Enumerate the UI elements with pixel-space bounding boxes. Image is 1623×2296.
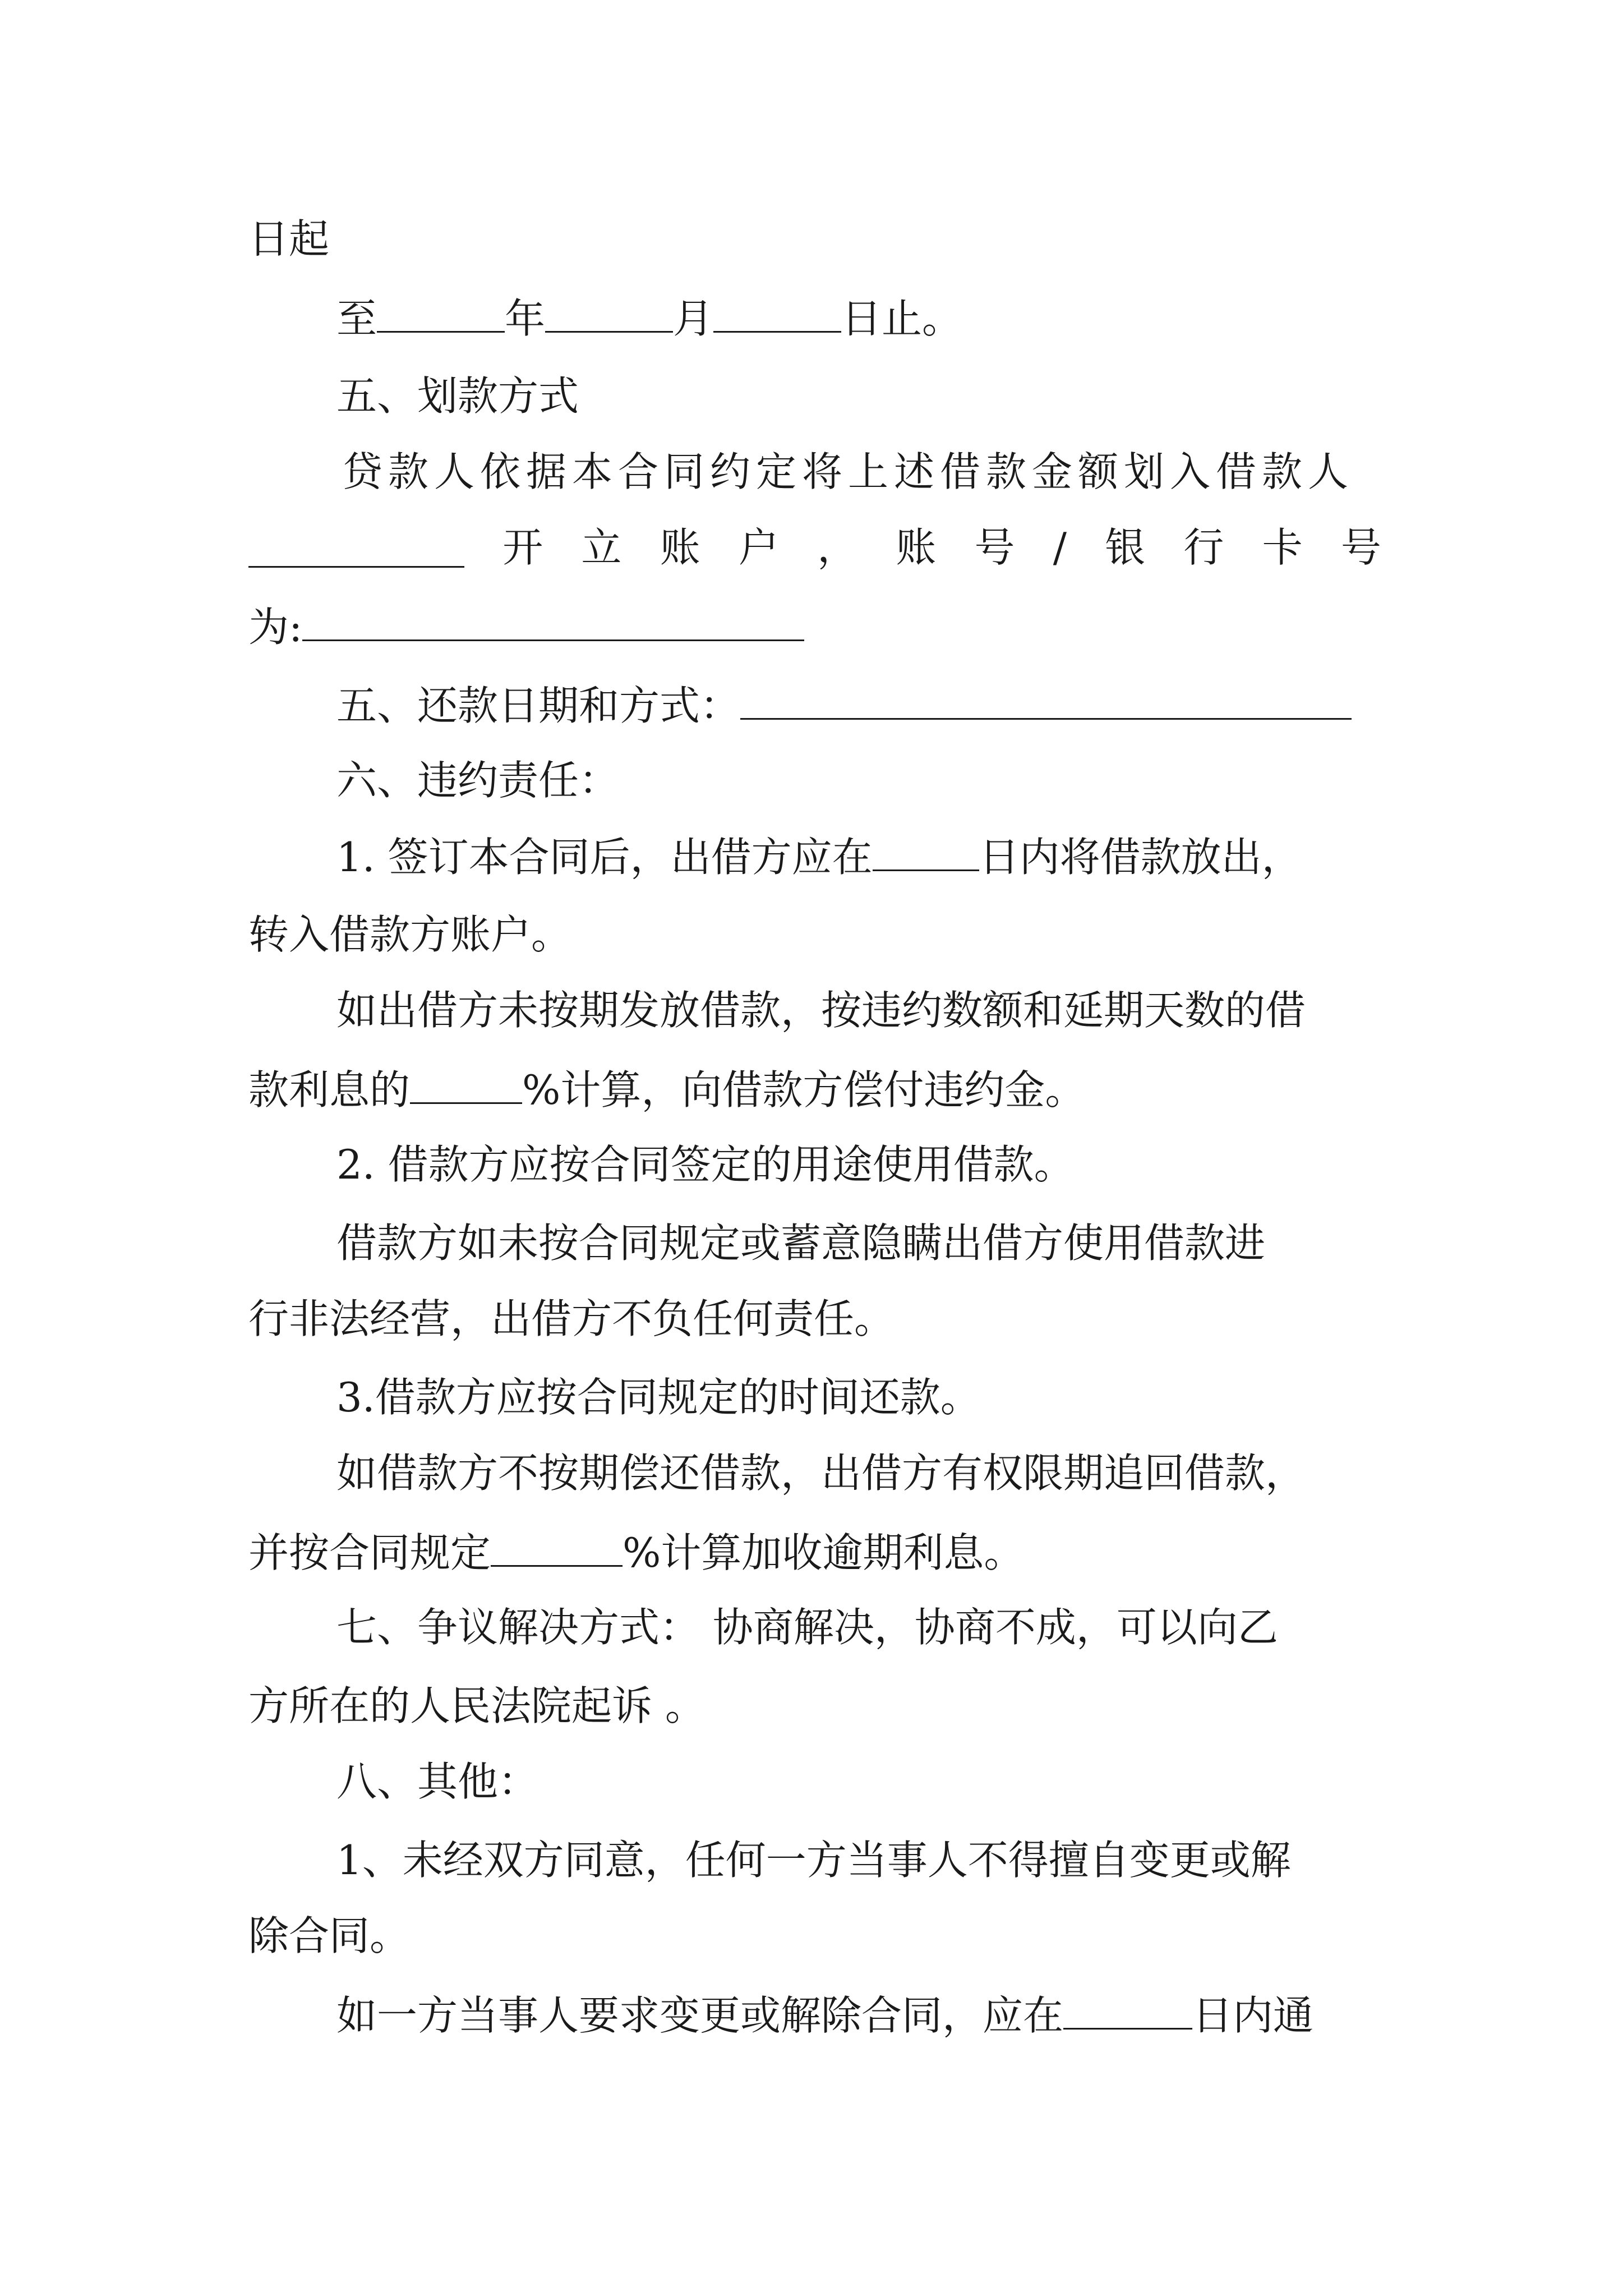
text-line xyxy=(248,911,572,958)
section-heading xyxy=(336,372,579,420)
text-line xyxy=(336,1450,1306,1497)
text: 月 xyxy=(673,295,714,342)
text: 五、还款日期和方式： xyxy=(336,682,741,729)
text-line xyxy=(248,1066,1086,1114)
text: 账 xyxy=(660,524,700,571)
blank-field xyxy=(873,836,979,871)
text: 立 xyxy=(581,524,622,571)
text: ， xyxy=(817,524,858,571)
text: 为: xyxy=(248,604,303,651)
blank-field xyxy=(377,297,505,333)
text: %计算加收逾期利息。 xyxy=(623,1529,1025,1576)
blank-field xyxy=(491,1531,623,1567)
text-line xyxy=(248,1682,706,1729)
text: 日止。 xyxy=(841,295,963,342)
text-line xyxy=(336,1220,1266,1267)
blank-field xyxy=(302,606,804,641)
blank-field xyxy=(740,684,1352,720)
text-line xyxy=(336,987,1306,1034)
text-line xyxy=(248,215,330,263)
text: 日起 xyxy=(248,215,330,263)
text: 五、划款方式 xyxy=(336,372,579,420)
text: 借款方如未按合同规定或蓄意隐瞒出借方使用借款进 xyxy=(336,1220,1266,1267)
text-line xyxy=(336,1992,1314,2039)
blank-field xyxy=(545,297,673,333)
text: 日内将借款放出， xyxy=(979,834,1302,881)
text: 号 xyxy=(1340,524,1381,571)
text: 银 xyxy=(1105,524,1146,571)
text: 行非法经营，出借方不负任何责任。 xyxy=(248,1295,895,1342)
text: 户 xyxy=(738,524,779,571)
text: 开 xyxy=(502,524,543,571)
text: 1. 签订本合同后，出借方应在 xyxy=(336,834,873,881)
text: 如一方当事人要求变更或解除合同，应在 xyxy=(336,1992,1064,2039)
text: 六、违约责任： xyxy=(336,757,620,804)
text: / xyxy=(1053,524,1067,571)
text: 款利息的 xyxy=(248,1066,411,1114)
date-range-line xyxy=(336,295,963,342)
text: 并按合同规定 xyxy=(248,1529,491,1576)
text-line xyxy=(248,1295,895,1342)
text: %计算，向借款方偿付违约金。 xyxy=(522,1066,1086,1114)
text: 年 xyxy=(505,295,546,342)
section-heading xyxy=(336,1604,1278,1651)
text: 2. 借款方应按合同签定的用途使用借款。 xyxy=(336,1141,1075,1188)
text: 3.借款方应按合同规定的时间还款。 xyxy=(336,1374,981,1421)
section-heading xyxy=(336,682,1352,729)
text-line xyxy=(336,1141,1075,1188)
text: 账 xyxy=(896,524,937,571)
text: 号 xyxy=(974,524,1015,571)
blank-field xyxy=(248,532,464,568)
text-line xyxy=(336,1837,1291,1884)
text: 除合同。 xyxy=(248,1912,411,1959)
section-heading xyxy=(336,1758,539,1805)
text-line xyxy=(336,834,1302,881)
text: 至 xyxy=(336,295,377,342)
text-line xyxy=(248,604,804,651)
text-line xyxy=(248,1529,1025,1576)
text-line xyxy=(336,1374,981,1421)
text: 八、其他： xyxy=(336,1758,539,1805)
blank-field xyxy=(1063,1994,1192,2030)
account-line xyxy=(248,524,1381,571)
text: 行 xyxy=(1183,524,1224,571)
text: 1、未经双方同意，任何一方当事人不得擅自变更或解 xyxy=(336,1837,1291,1884)
text: 方所在的人民法院起诉 。 xyxy=(248,1682,706,1729)
text: 卡 xyxy=(1262,524,1303,571)
text: 贷款人依据本合同约定将上述借款金额划入借款人 xyxy=(342,448,1354,495)
text: 日内通 xyxy=(1192,1992,1314,2039)
text: 如借款方不按期偿还借款，出借方有权限期追回借款， xyxy=(336,1450,1306,1497)
text-line xyxy=(342,448,1354,495)
text: 七、争议解决方式： 协商解决，协商不成，可以向乙 xyxy=(336,1604,1278,1651)
blank-field xyxy=(713,297,841,333)
text: 如出借方未按期发放借款，按违约数额和延期天数的借 xyxy=(336,987,1306,1034)
text-line xyxy=(248,1912,411,1959)
blank-field xyxy=(410,1069,522,1104)
text: 转入借款方账户。 xyxy=(248,911,572,958)
section-heading xyxy=(336,757,620,804)
